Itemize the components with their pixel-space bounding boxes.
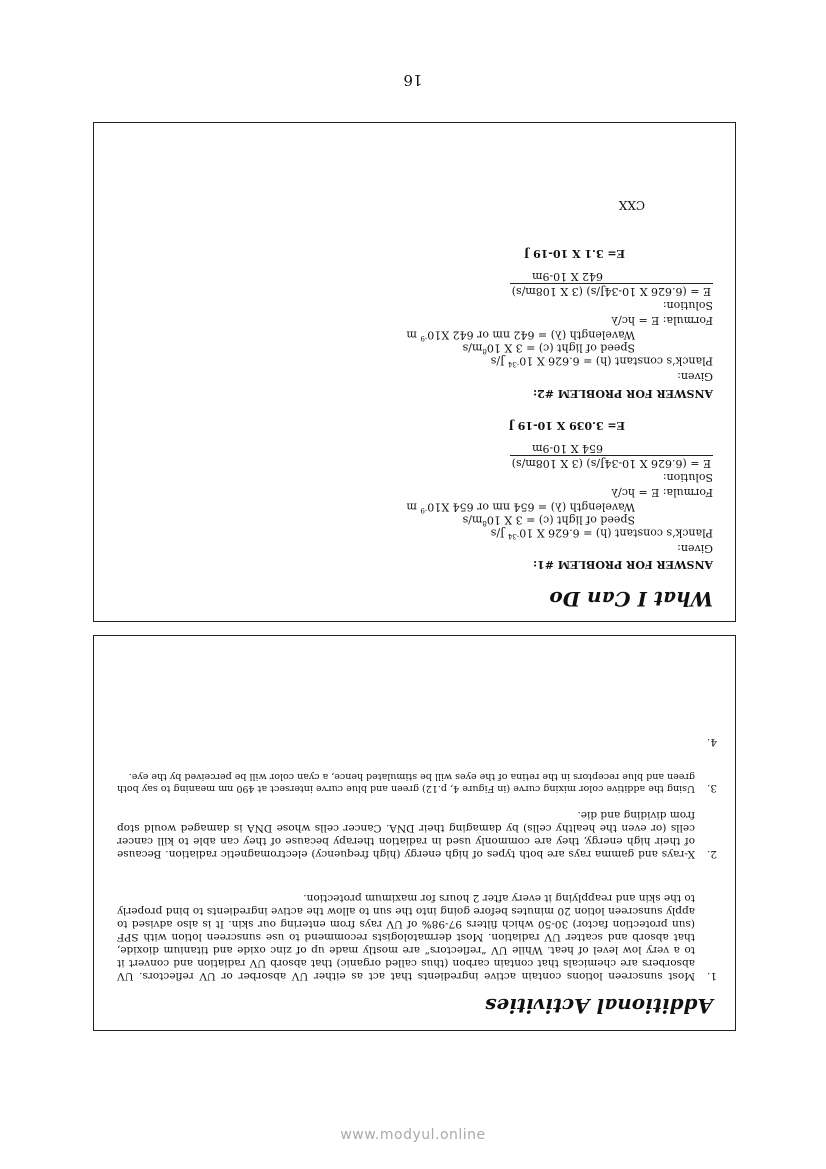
speed-line: Speed of light (c) = 3 X $10^8m/s$ (462, 341, 635, 355)
section-title: What I Can Do (549, 587, 713, 611)
list-item: 2. X-rays and gamma rays are both types of high energy (high frequency) electromagnetic radiation. Because of their high energy, they are commonly used in radiation therapy because of they can able to kill cancer cells (or even the healthy cells) by damaging their DNA. Cancer cells whose DNA is damaged would stop from dividing and die. (117, 809, 717, 860)
list-item: 3. Using the additive color mixing curve (in Figure 4, p.12) green and blue curve intersect at 490 nm meaning to say both green and blue receptors in the retina of the eyes will be stimulated hence, a cyan color will be perceived by the eye. (117, 771, 717, 794)
result: E= 3.1 X 10-19 J (524, 247, 625, 260)
solution-label: Solution: (662, 471, 713, 484)
planck-line: Planck’s constant (h) = 6.626 X $10^{-34}$ J/s (490, 526, 713, 540)
numerator: E = (6.626 X 10-34J/s) (3 X 108m/s) (511, 285, 711, 298)
watermark: www.modyul.online (340, 1127, 486, 1143)
formula-line: Formula: E = hc/λ (611, 314, 713, 327)
denominator: 654 X 10-9m (532, 442, 603, 455)
numerator: E = (6.626 X 10-34J/s) (3 X 108m/s) (511, 457, 711, 470)
formula-line: Formula: E = hc/λ (611, 486, 713, 499)
solution-label: Solution: (662, 299, 713, 312)
speed-line: Speed of light (c) = 3 X $10^8m/s$ (462, 513, 635, 527)
given-label: Given: (677, 370, 713, 383)
fraction (510, 270, 713, 298)
additional-activities-box: Additional Activities 1. Most sunscreen lotions contain active ingredients that act as either UV absorber or UV reflectors. UV absorbers are chemicals that contain carbon (thus called organic) that absorb UV radiation and convert it to a very low level of heat. While UV “reflectors” are mostly made up of zinc oxide and titanium dioxide, that absorb and scatter UV radiation. Most dermatologists recommend to use sunscreen lotion with SPF (sun protection factor) 30-50 which filters 97-98% of UV rays from entering our skin. It is also advised to apply sunscreen lotion 20 minutes before going into the sun to allow the active ingredients to bind properly to the skin and reapplying it every after 2 hours for maximum protection. 2. X-rays and gamma rays are both types of high energy (high frequency) electromagnetic radiation. Because of their high energy, they are commonly used in radiation therapy because of they can able to kill cancer cells (or even the healthy cells) by damaging their DNA. Cancer cells whose DNA is damaged would stop from dividing and die. 3. Using the additive color mixing curve (in Figure 4, p.12) green and blue curve intersect at 490 nm meaning to say both green and blue receptors in the retina of the eyes will be stimulated hence, a cyan color will be perceived by the eye. 4. (93, 635, 736, 1031)
planck-line: Planck’s constant (h) = 6.626 X $10^{-34}$ J/s (490, 354, 713, 368)
section-title: Additional Activities (485, 994, 713, 1018)
denominator: 642 X 10-9m (532, 270, 603, 283)
wavelength-line: Wavelength (λ) = 642 nm or 642 $X10^{-9}$ m (406, 328, 635, 342)
result: E= 3.039 X 10-19 J (508, 419, 625, 432)
given-label: Given: (677, 542, 713, 555)
problem2-heading: ANSWER FOR PROBLEM #2: (533, 387, 713, 400)
page-number: 16 (403, 71, 423, 89)
what-i-can-do-box (93, 122, 736, 622)
list-item: 1. Most sunscreen lotions contain active ingredients that act as either UV absorber or UV reflectors. UV absorbers are chemicals that contain carbon (thus called organic) that absorb UV radiation and convert it to a very low level of heat. While UV “reflectors” are mostly made up of zinc oxide and titanium dioxide, that absorb and scatter UV radiation. Most dermatologists recommend to use sunscreen lotion with SPF (sun protection factor) 30-50 which filters 97-98% of UV rays from entering our skin. It is also advised to apply sunscreen lotion 20 minutes before going into the sun to allow the active ingredients to bind properly to the skin and reapplying it every after 2 hours for maximum protection. (117, 892, 717, 982)
problem1-heading: ANSWER FOR PROBLEM #1: (533, 558, 713, 571)
wavelength-line: Wavelength (λ) = 654 nm or 654 $X10^{-9}$ m (406, 500, 635, 514)
fraction (510, 442, 713, 470)
footer-note: CXX (618, 198, 645, 212)
